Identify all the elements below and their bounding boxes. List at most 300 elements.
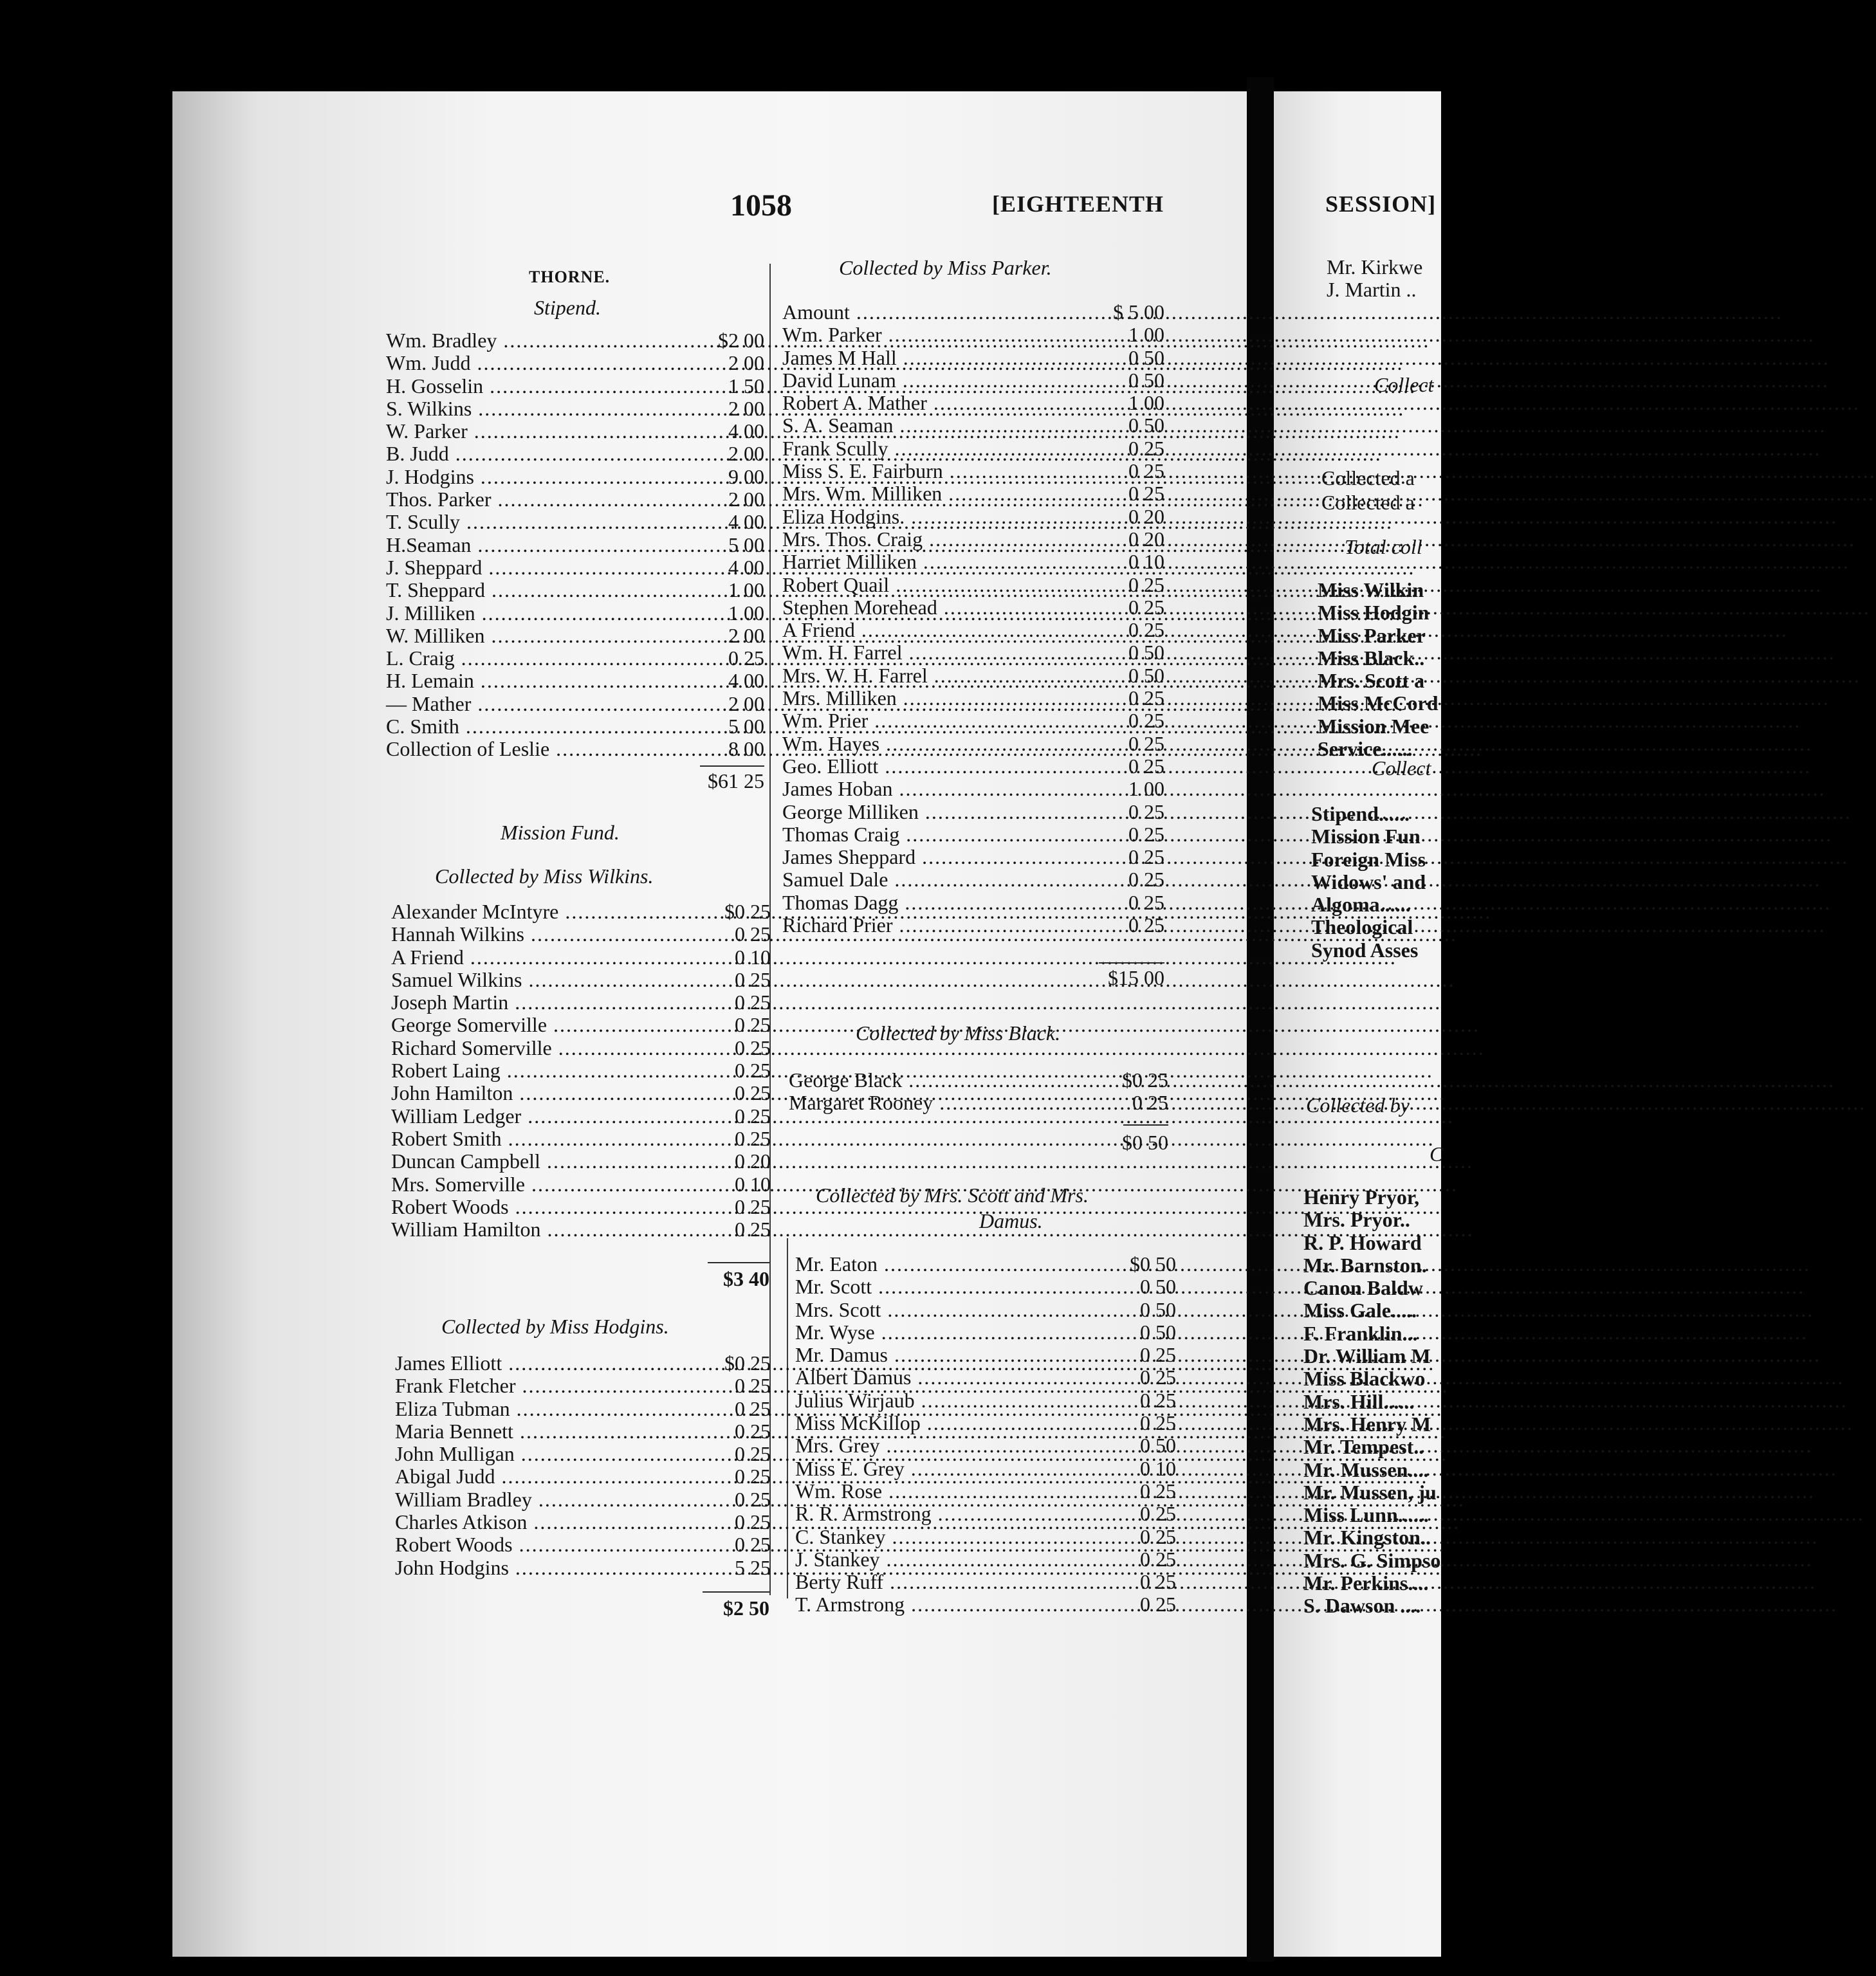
entry-amount: 0 25: [735, 1013, 771, 1037]
entry-name: J. Hodgins .....: [386, 466, 713, 488]
right-collect-heading-2: Collect: [1372, 756, 1431, 780]
entry-name: Mrs. Wm. Milliken .....: [782, 482, 1113, 505]
entry-amount: 0 25: [1128, 709, 1164, 733]
right-funds-list: [1311, 803, 1426, 962]
entry-amount: 0 25: [1128, 459, 1164, 483]
right-page-line: Miss Hodgin: [1318, 601, 1430, 625]
entry-name: Samuel Dale .....: [782, 868, 1113, 891]
entry-name: Amount .....: [782, 301, 1098, 324]
entry-name: T. Armstrong .....: [795, 1593, 1125, 1616]
ledger-entry: [386, 466, 764, 488]
right-page-line: Collected a: [1321, 466, 1415, 489]
entry-amount: 0 25: [1128, 686, 1164, 710]
entry-amount: $2 00: [718, 329, 764, 352]
page-number: 1058: [730, 188, 792, 223]
ledger-entry: [795, 1412, 1176, 1434]
entry-name: Robert Smith .....: [391, 1128, 719, 1150]
entry-name: — Mather .....: [386, 693, 713, 715]
right-top-lines: [1327, 256, 1422, 301]
ledger-entry: [795, 1344, 1176, 1366]
entry-name: H.Seaman .....: [386, 534, 713, 556]
entry-name: C. Stankey .....: [795, 1526, 1125, 1548]
entry-amount: 4 00: [728, 510, 764, 534]
entry-amount: $ 5 00: [1113, 300, 1164, 324]
parker-heading: Collected by Miss Parker.: [839, 256, 1052, 279]
ledger-entry: [386, 693, 764, 715]
entry-amount: 5 00: [728, 533, 764, 556]
entry-name: Mr. Eaton .....: [795, 1253, 1114, 1276]
right-page-line: S. Dawson ....: [1303, 1594, 1421, 1618]
right-page-line: Mr. Kingston..: [1303, 1526, 1431, 1550]
running-head: [EIGHTEENTH: [992, 191, 1164, 217]
stipend-list: [386, 329, 764, 761]
entry-name: James Sheppard .....: [782, 846, 1113, 868]
ledger-entry: [782, 482, 1164, 505]
entry-name: Maria Bennett .....: [395, 1420, 719, 1443]
entry-amount: 1 00: [1128, 323, 1164, 347]
entry-name: George Somerville .....: [391, 1014, 719, 1036]
entry-amount: 5 25: [735, 1555, 771, 1579]
mission-fund-heading: Mission Fund.: [501, 821, 620, 844]
right-total-coll: Total coll: [1345, 535, 1422, 558]
ledger-entry: [782, 574, 1164, 596]
ledger-entry: [782, 392, 1164, 414]
right-page-line: Mrs. G. Simpso: [1303, 1548, 1441, 1572]
entry-name: Miss McKillop .....: [795, 1412, 1125, 1434]
entry-amount: 1 00: [1128, 391, 1164, 415]
entry-name: Abigal Judd .....: [395, 1465, 719, 1488]
entry-amount: 0 25: [735, 1218, 771, 1241]
scott-damus-heading-2: Damus.: [979, 1209, 1043, 1232]
ledger-entry: [795, 1571, 1176, 1593]
entry-amount: 9 00: [728, 464, 764, 488]
ledger-entry: [395, 1511, 771, 1533]
entry-amount: 0 50: [1128, 641, 1164, 664]
entry-amount: 1 00: [728, 578, 764, 602]
entry-amount: 0 25: [735, 1396, 771, 1420]
entry-amount: 0 25: [728, 646, 764, 670]
entry-amount: 0 25: [735, 1533, 771, 1557]
ledger-entry: [395, 1557, 771, 1579]
entry-amount: 0 50: [1140, 1297, 1176, 1321]
right-page-line: Mrs. Henry M: [1303, 1412, 1431, 1436]
entry-amount: $0 25: [724, 900, 771, 923]
ledger-entry: [391, 1196, 771, 1218]
entry-amount: 0 25: [735, 922, 771, 946]
black-total: $0 50: [1122, 1131, 1168, 1154]
entry-amount: 8 00: [728, 737, 764, 761]
entry-amount: 0 25: [735, 1081, 771, 1105]
entry-name: Geo. Elliott .....: [782, 755, 1113, 778]
ledger-entry: [782, 460, 1164, 482]
entry-name: Mrs. Thos. Craig .....: [782, 528, 1113, 551]
entry-name: Mrs. Somerville .....: [391, 1173, 719, 1196]
ledger-entry: [789, 1092, 1168, 1114]
entry-name: J. Stankey .....: [795, 1548, 1125, 1571]
entry-amount: 0 50: [1128, 414, 1164, 437]
ledger-entry: [782, 687, 1164, 709]
entry-amount: 0 25: [1132, 1091, 1168, 1115]
entry-name: Joseph Martin .....: [391, 991, 719, 1014]
black-heading: Collected by Miss Black.: [856, 1021, 1061, 1045]
entry-name: Collection of Leslie .....: [386, 738, 713, 760]
scott-damus-heading: Collected by Mrs. Scott and Mrs.: [816, 1184, 1089, 1207]
entry-name: Albert Damus .....: [795, 1366, 1125, 1389]
parker-total: $15 00: [1108, 966, 1164, 989]
entry-name: Berty Ruff .....: [795, 1571, 1125, 1593]
entry-name: William Ledger .....: [391, 1105, 719, 1128]
entry-amount: 0 25: [1140, 1366, 1176, 1389]
entry-name: Thomas Craig .....: [782, 823, 1113, 846]
entry-amount: 0 25: [735, 1487, 771, 1511]
total-rule: [1123, 1124, 1168, 1126]
entry-amount: 0 25: [735, 1194, 771, 1218]
right-page-line: Miss Parker: [1318, 623, 1426, 647]
ledger-entry: [386, 329, 764, 352]
entry-name: David Lunam .....: [782, 369, 1113, 392]
ledger-entry: [782, 437, 1164, 460]
ledger-entry: [391, 1128, 771, 1150]
ledger-entry: [782, 755, 1164, 778]
ledger-entry: [782, 778, 1164, 800]
entry-amount: 0 25: [1140, 1502, 1176, 1526]
congregation-heading: THORNE.: [529, 268, 611, 286]
right-collected-by: Collected by: [1306, 1093, 1410, 1117]
right-page-line: Miss McCord: [1318, 691, 1439, 715]
ledger-entry: [395, 1465, 771, 1488]
right-page-line: Mission Fun: [1311, 825, 1421, 848]
entry-name: S. A. Seaman .....: [782, 414, 1113, 437]
right-page-line: Mrs. Hill......: [1303, 1389, 1415, 1413]
right-page-line: Mr. Mussen, ju: [1303, 1480, 1437, 1504]
entry-name: Wm. Hayes .....: [782, 733, 1113, 755]
ledger-entry: [386, 647, 764, 670]
ledger-entry: [386, 488, 764, 511]
ledger-entry: [386, 398, 764, 420]
ledger-entry: [782, 664, 1164, 687]
entry-amount: 0 25: [735, 1059, 771, 1083]
ledger-entry: [782, 414, 1164, 437]
entry-amount: 0 25: [1128, 913, 1164, 937]
entry-amount: 1 00: [728, 601, 764, 625]
entry-name: Frank Fletcher .....: [395, 1375, 719, 1397]
entry-name: Robert Quail .....: [782, 574, 1113, 596]
ledger-entry: [795, 1593, 1176, 1616]
entry-amount: 0 25: [1128, 890, 1164, 914]
ledger-entry: [795, 1434, 1176, 1457]
ledger-entry: [386, 420, 764, 443]
wilkins-list: [391, 901, 771, 1241]
ledger-entry: [386, 602, 764, 625]
right-page-line: Mr. Barnston.: [1303, 1253, 1427, 1277]
hodgins-total: $2 50: [723, 1596, 769, 1620]
entry-amount: 0 25: [735, 991, 771, 1014]
stipend-heading: Stipend.: [534, 296, 601, 319]
entry-name: William Hamilton .....: [391, 1218, 719, 1241]
ledger-entry: [386, 738, 764, 760]
right-totals-list: [1318, 579, 1439, 760]
entry-name: Eliza Hodgins. .....: [782, 506, 1113, 528]
entry-amount: 0 50: [1128, 663, 1164, 687]
entry-name: J. Milliken .....: [386, 602, 713, 625]
right-donors-list: [1303, 1186, 1440, 1618]
entry-name: Charles Atkison .....: [395, 1511, 719, 1533]
entry-name: W. Parker .....: [386, 420, 713, 443]
entry-amount: $0 50: [1130, 1252, 1176, 1276]
wilkins-heading: Collected by Miss Wilkins.: [435, 864, 654, 888]
ledger-entry: [795, 1299, 1176, 1321]
total-rule: [703, 1591, 769, 1593]
right-page-line: Miss Black..: [1318, 646, 1425, 670]
hodgins-heading: Collected by Miss Hodgins.: [441, 1315, 669, 1338]
entry-amount: 0 10: [735, 945, 771, 969]
wilkins-total: $3 40: [723, 1267, 769, 1290]
entry-amount: 0 25: [1140, 1547, 1176, 1571]
right-page-line: Dr. William M: [1303, 1344, 1431, 1368]
ledger-entry: [795, 1321, 1176, 1344]
entry-amount: 0 25: [1128, 618, 1164, 642]
ledger-entry: [395, 1375, 771, 1397]
entry-amount: 0 20: [735, 1149, 771, 1173]
ledger-entry: [782, 324, 1164, 346]
entry-amount: 0 50: [1140, 1320, 1176, 1344]
ledger-entry: [782, 347, 1164, 369]
ledger-entry: [782, 506, 1164, 528]
ledger-entry: [795, 1389, 1176, 1412]
right-page-line: Henry Pryor,: [1303, 1185, 1420, 1209]
right-page-line: Mr. Mussen....: [1303, 1458, 1429, 1481]
entry-amount: 0 25: [735, 1419, 771, 1443]
entry-amount: 0 25: [1128, 800, 1164, 823]
entry-amount: 0 25: [1140, 1388, 1176, 1412]
ledger-entry: [782, 369, 1164, 392]
right-page-line: Miss Gale.....: [1303, 1299, 1417, 1322]
entry-amount: 1 50: [728, 374, 764, 398]
ledger-entry: [795, 1458, 1176, 1480]
ledger-entry: [782, 596, 1164, 619]
entry-name: William Bradley .....: [395, 1488, 719, 1511]
ledger-entry: [386, 556, 764, 579]
ledger-entry: [386, 534, 764, 556]
ledger-entry: [789, 1069, 1168, 1092]
ledger-entry: [386, 443, 764, 465]
entry-name: James M Hall .....: [782, 347, 1113, 369]
entry-name: George Milliken .....: [782, 801, 1113, 823]
entry-amount: 2 00: [728, 623, 764, 647]
entry-name: Mr. Damus .....: [795, 1344, 1125, 1366]
entry-amount: 0 25: [1128, 845, 1164, 869]
right-page-line: Mr. Perkins....: [1303, 1571, 1429, 1595]
entry-amount: 0 25: [735, 1036, 771, 1059]
entry-name: John Mulligan .....: [395, 1443, 719, 1465]
ledger-entry: [391, 1150, 771, 1173]
entry-name: Margaret Rooney .....: [789, 1092, 1117, 1114]
right-page-line: Theological: [1311, 915, 1413, 939]
ledger-entry: [391, 923, 771, 946]
entry-amount: 0 10: [1140, 1456, 1176, 1480]
entry-name: H. Lemain .....: [386, 670, 713, 692]
stipend-total: $61 25: [708, 769, 764, 792]
running-head-right: SESSION]: [1325, 191, 1437, 217]
entry-amount: 4 00: [728, 669, 764, 693]
entry-name: Eliza Tubman .....: [395, 1398, 719, 1420]
entry-name: T. Scully .....: [386, 511, 713, 533]
right-page-line: Miss Wilkin: [1318, 578, 1424, 601]
ledger-entry: [782, 709, 1164, 732]
entry-amount: 0 25: [1128, 436, 1164, 460]
entry-name: R. R. Armstrong .....: [795, 1503, 1125, 1525]
entry-amount: 0 25: [1128, 754, 1164, 778]
ledger-entry: [782, 892, 1164, 914]
entry-amount: 0 25: [735, 1510, 771, 1534]
entry-amount: 4 00: [728, 555, 764, 579]
entry-amount: 0 25: [735, 1374, 771, 1398]
entry-amount: 2 00: [728, 488, 764, 511]
ledger-entry: [391, 1173, 771, 1196]
entry-name: Wm. Rose .....: [795, 1480, 1125, 1503]
ledger-entry: [395, 1420, 771, 1443]
entry-amount: 0 10: [1128, 550, 1164, 574]
ledger-entry: [386, 511, 764, 533]
right-page-line: Mr. Kirkwe: [1327, 255, 1423, 279]
entry-name: George Black .....: [789, 1069, 1107, 1092]
entry-name: Julius Wirjaub .....: [795, 1389, 1125, 1412]
entry-amount: 2 00: [728, 691, 764, 715]
entry-name: S. Wilkins .....: [386, 398, 713, 420]
entry-amount: 0 25: [1128, 595, 1164, 619]
hodgins-list: [395, 1352, 771, 1579]
entry-amount: 0 25: [1140, 1343, 1176, 1367]
entry-name: Robert Laing .....: [391, 1059, 719, 1082]
ledger-entry: [795, 1548, 1176, 1571]
ledger-entry: [391, 991, 771, 1014]
entry-name: Alexander McIntyre .....: [391, 901, 709, 923]
entry-name: Duncan Campbell .....: [391, 1150, 719, 1173]
ledger-entry: [782, 846, 1164, 868]
right-page-line: Miss Blackwo: [1303, 1367, 1426, 1391]
ledger-entry: [795, 1276, 1176, 1298]
ledger-entry: [782, 301, 1164, 324]
right-page-line: Mrs. Scott a: [1318, 669, 1425, 693]
ledger-entry: [795, 1253, 1176, 1276]
entry-name: James Elliott .....: [395, 1352, 709, 1375]
right-c-heading: C: [1430, 1142, 1444, 1166]
ledger-entry: [782, 823, 1164, 846]
ledger-entry: [395, 1398, 771, 1420]
entry-amount: $0 25: [1122, 1068, 1168, 1092]
right-collect-heading: Collect: [1374, 373, 1434, 396]
entry-amount: 0 25: [735, 1465, 771, 1488]
entry-name: Mr. Wyse .....: [795, 1321, 1125, 1344]
entry-amount: 4 00: [728, 419, 764, 443]
right-page-line: J. Martin ..: [1327, 278, 1417, 301]
entry-name: Samuel Wilkins .....: [391, 969, 719, 991]
right-page-line: Collected a: [1321, 491, 1415, 514]
entry-amount: 0 25: [1128, 731, 1164, 755]
entry-name: John Hamilton .....: [391, 1082, 719, 1104]
entry-name: Harriet Milliken .....: [782, 551, 1113, 573]
right-page-line: Mission Mee: [1318, 714, 1430, 738]
entry-amount: 0 25: [735, 1104, 771, 1128]
entry-name: Mrs. W. H. Farrel .....: [782, 664, 1113, 687]
entry-name: A Friend .....: [391, 946, 719, 969]
ledger-entry: [782, 801, 1164, 823]
entry-amount: 0 25: [735, 967, 771, 991]
black-list: [789, 1069, 1168, 1115]
ledger-entry: [391, 1037, 771, 1059]
right-page-line: Stipend......: [1311, 802, 1410, 825]
entry-name: Mrs. Scott .....: [795, 1299, 1125, 1321]
entry-amount: 0 25: [735, 1442, 771, 1466]
entry-amount: 0 25: [1128, 482, 1164, 506]
entry-name: Thomas Dagg .....: [782, 892, 1113, 914]
right-page-line: Mrs. Pryor..: [1303, 1208, 1410, 1232]
ledger-entry: [782, 733, 1164, 755]
entry-amount: 0 25: [1140, 1593, 1176, 1616]
ledger-entry: [395, 1352, 771, 1375]
entry-amount: 5 00: [728, 715, 764, 738]
entry-name: Richard Prier .....: [782, 914, 1113, 937]
entry-name: B. Judd .....: [386, 443, 713, 465]
total-rule: [708, 1262, 769, 1263]
entry-amount: 0 50: [1128, 345, 1164, 369]
ledger-entry: [782, 914, 1164, 937]
entry-name: Frank Scully .....: [782, 437, 1113, 460]
entry-name: Wm. Bradley .....: [386, 329, 703, 352]
ledger-entry: [386, 625, 764, 647]
right-page-line: R. P. Howard: [1303, 1230, 1422, 1254]
ledger-entry: [391, 1105, 771, 1128]
entry-name: Mr. Scott .....: [795, 1276, 1125, 1298]
ledger-entry: [386, 579, 764, 601]
entry-amount: 0 50: [1140, 1275, 1176, 1299]
ledger-entry: [391, 901, 771, 923]
ledger-entry: [795, 1366, 1176, 1389]
entry-amount: 0 25: [1128, 822, 1164, 846]
ledger-entry: [386, 715, 764, 738]
entry-name: T. Sheppard .....: [386, 579, 713, 601]
right-page-line: Miss Lunn......: [1303, 1503, 1429, 1527]
ledger-entry: [391, 1218, 771, 1241]
ledger-entry: [395, 1488, 771, 1511]
entry-amount: 0 25: [1128, 572, 1164, 596]
entry-name: John Hodgins .....: [395, 1557, 719, 1579]
right-page-line: Synod Asses: [1311, 938, 1419, 962]
ledger-entry: [795, 1526, 1176, 1548]
right-page-line: Foreign Miss: [1311, 847, 1426, 871]
entry-name: W. Milliken .....: [386, 625, 713, 647]
entry-amount: 0 25: [1140, 1411, 1176, 1435]
entry-name: L. Craig .....: [386, 647, 713, 670]
right-page-line: Service......: [1318, 737, 1413, 761]
entry-amount: 0 25: [735, 1126, 771, 1150]
ledger-entry: [386, 670, 764, 692]
entry-name: Wm. Prier .....: [782, 709, 1113, 732]
entry-amount: 2 00: [728, 351, 764, 375]
entry-name: C. Smith .....: [386, 715, 713, 738]
ledger-entry: [386, 352, 764, 374]
entry-amount: 2 00: [728, 396, 764, 420]
ledger-entry: [386, 375, 764, 398]
ledger-entry: [395, 1443, 771, 1465]
right-page-line: F. Franklin...: [1303, 1321, 1418, 1345]
entry-name: Mrs. Milliken .....: [782, 687, 1113, 709]
entry-name: A Friend .....: [782, 619, 1113, 641]
ledger-entry: [782, 619, 1164, 641]
entry-amount: 0 25: [1128, 868, 1164, 892]
ledger-entry: [782, 641, 1164, 664]
entry-name: Hannah Wilkins .....: [391, 923, 719, 946]
